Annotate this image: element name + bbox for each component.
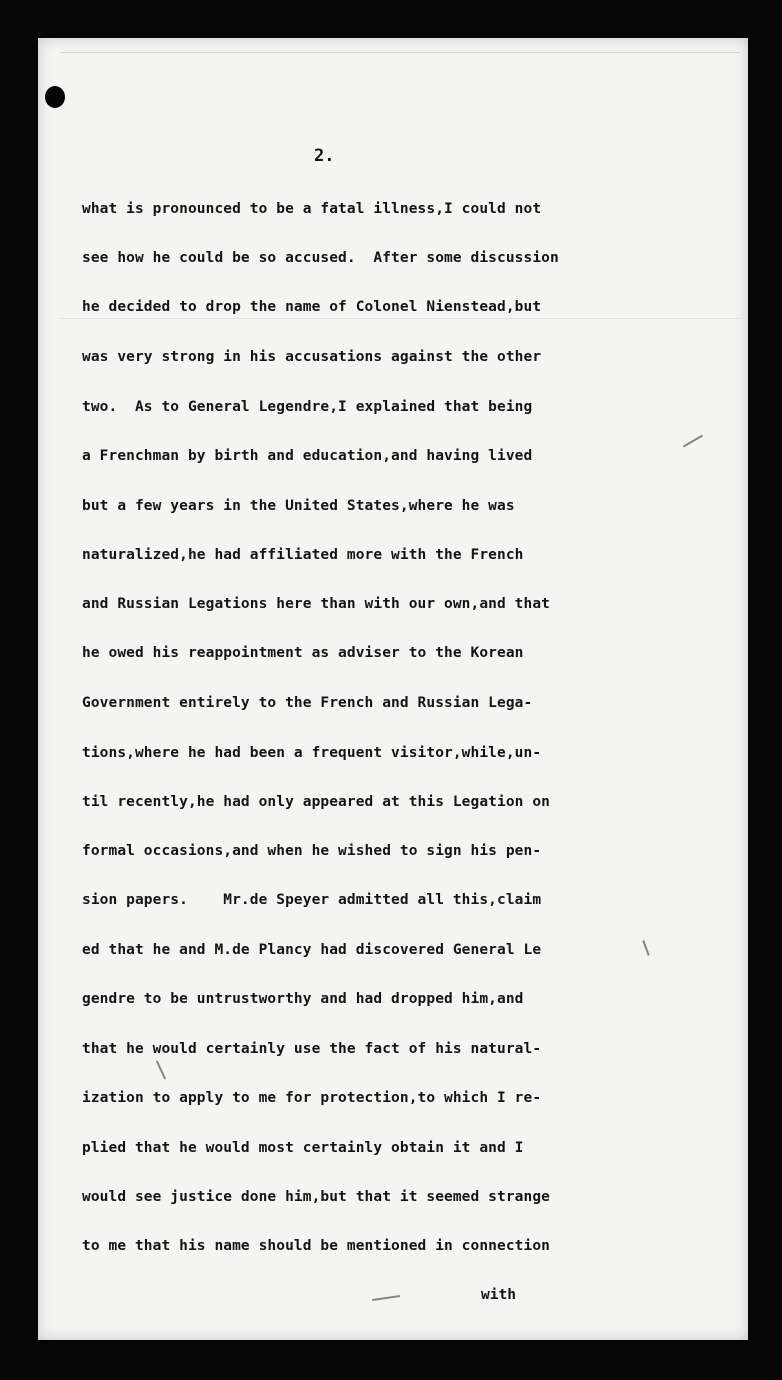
text-line: til recently,he had only appeared at this Legation on bbox=[82, 794, 550, 810]
text-line: plied that he would most certainly obtain it and I bbox=[82, 1140, 524, 1156]
text-line: see how he could be so accused. After some discussion bbox=[82, 250, 559, 266]
text-line: would see justice done him,but that it seemed strange bbox=[82, 1189, 550, 1205]
text-line: Government entirely to the French and Russian Lega- bbox=[82, 695, 533, 711]
punch-hole bbox=[45, 86, 65, 108]
paper-crease bbox=[60, 318, 740, 319]
paper-crease bbox=[60, 52, 740, 53]
text-line: a Frenchman by birth and education,and having lived bbox=[82, 448, 533, 464]
text-line: ization to apply to me for protection,to which I re- bbox=[82, 1090, 542, 1106]
text-line: naturalized,he had affiliated more with the French bbox=[82, 547, 524, 563]
catchword: with bbox=[481, 1287, 516, 1303]
text-line: he decided to drop the name of Colonel Nienstead,but bbox=[82, 299, 542, 315]
text-line: tions,where he had been a frequent visitor,while,un- bbox=[82, 745, 542, 761]
text-line: that he would certainly use the fact of his natural- bbox=[82, 1041, 542, 1057]
text-line: ed that he and M.de Plancy had discovered General Le bbox=[82, 942, 542, 958]
text-line: but a few years in the United States,where he was bbox=[82, 498, 515, 514]
text-line: formal occasions,and when he wished to sign his pen- bbox=[82, 843, 542, 859]
text-line: and Russian Legations here than with our own,and that bbox=[82, 596, 550, 612]
text-line: sion papers. Mr.de Speyer admitted all this,claim bbox=[82, 892, 542, 908]
text-line: he owed his reappointment as adviser to the Korean bbox=[82, 645, 524, 661]
text-line: two. As to General Legendre,I explained that being bbox=[82, 399, 533, 415]
text-line: to me that his name should be mentioned in connection bbox=[82, 1238, 550, 1254]
text-line: was very strong in his accusations against the other bbox=[82, 349, 542, 365]
text-line: what is pronounced to be a fatal illness,I could not bbox=[82, 201, 542, 217]
page-number: 2. bbox=[314, 146, 335, 166]
text-line: gendre to be untrustworthy and had dropped him,and bbox=[82, 991, 524, 1007]
